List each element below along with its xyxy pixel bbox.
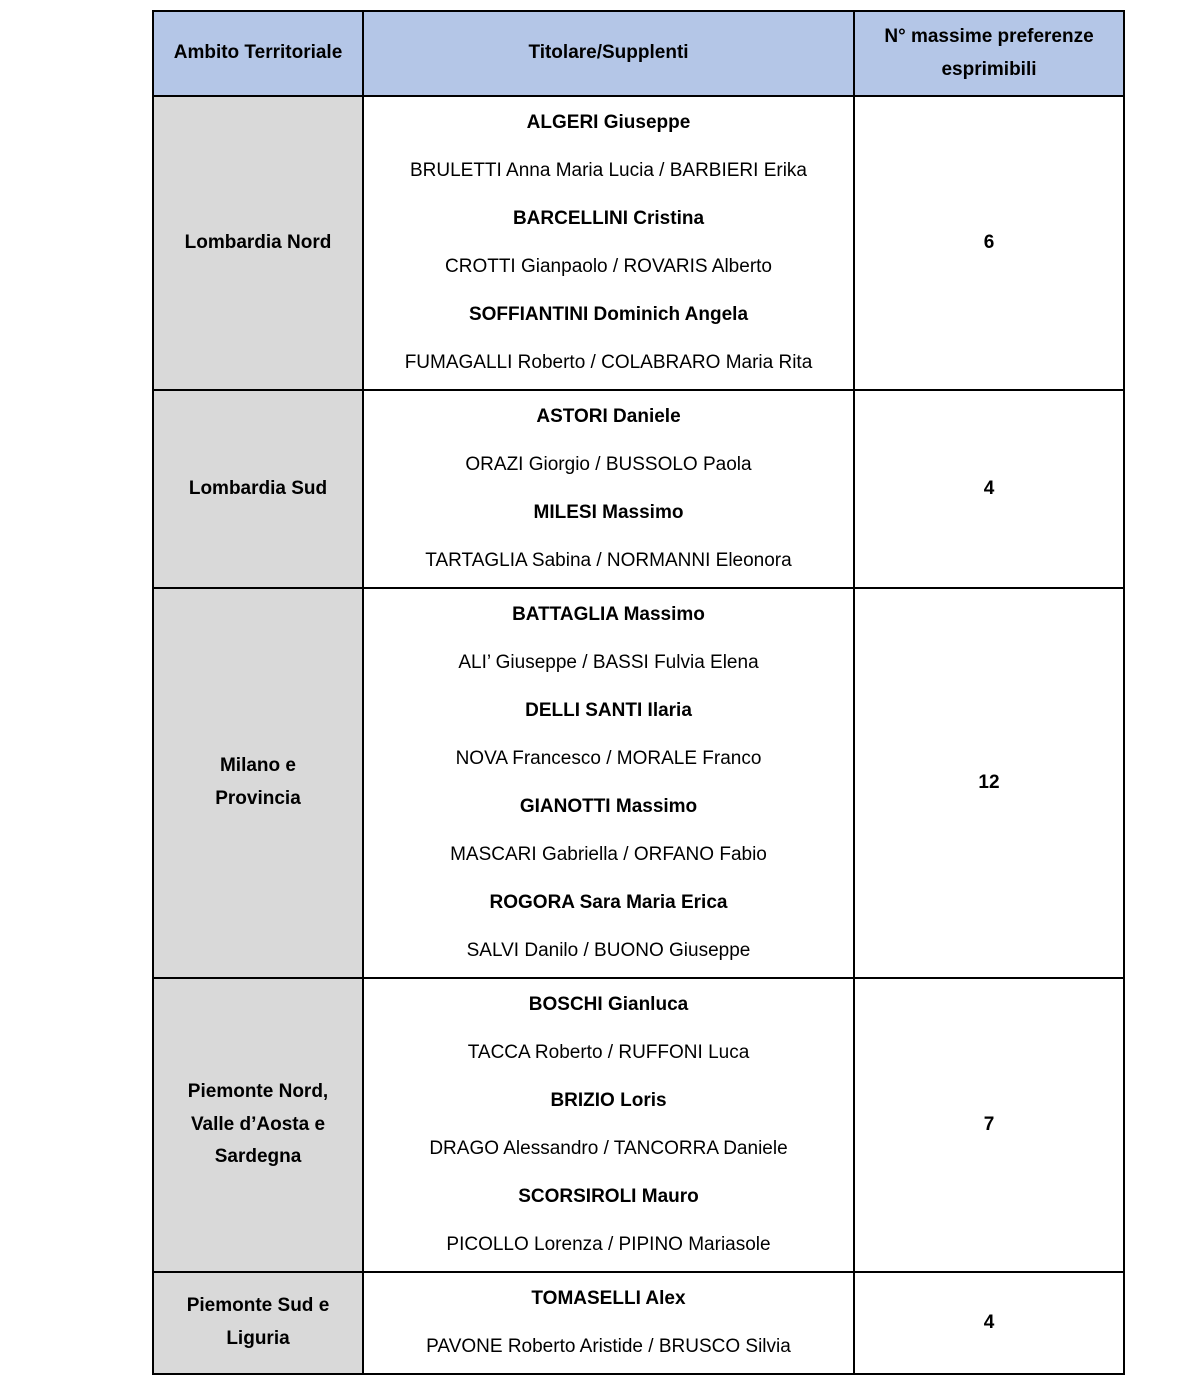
candidate-line-titolare: MILESI Massimo xyxy=(533,502,684,523)
candidate-line-titolare: SCORSIROLI Mauro xyxy=(518,1186,699,1207)
candidates-cell xyxy=(363,1272,854,1374)
table-row xyxy=(153,96,1124,390)
candidate-line-titolare: BOSCHI Gianluca xyxy=(528,994,689,1015)
candidate-line-supplenti: FUMAGALLI Roberto / COLABRARO Maria Rita xyxy=(404,352,813,373)
table-row xyxy=(153,390,1124,588)
candidate-line-titolare: TOMASELLI Alex xyxy=(531,1288,686,1309)
candidate-line-titolare: GIANOTTI Massimo xyxy=(519,796,698,817)
table-row xyxy=(153,1272,1124,1374)
candidate-line-titolare: BATTAGLIA Massimo xyxy=(512,604,705,625)
candidate-line-supplenti: SALVI Danilo / BUONO Giuseppe xyxy=(466,940,751,961)
candidate-line-supplenti: MASCARI Gabriella / ORFANO Fabio xyxy=(450,844,767,865)
candidate-line-supplenti: ORAZI Giorgio / BUSSOLO Paola xyxy=(465,454,752,475)
territory-cell: Lombardia Nord xyxy=(153,96,363,390)
max-preferences-cell: 4 xyxy=(854,390,1124,588)
territory-cell: Piemonte Sud e Liguria xyxy=(153,1272,363,1374)
max-preferences-cell: 4 xyxy=(854,1272,1124,1374)
candidate-line-titolare: ASTORI Daniele xyxy=(536,406,681,427)
candidate-line-titolare: SOFFIANTINI Dominich Angela xyxy=(468,304,749,325)
candidate-line-titolare: ROGORA Sara Maria Erica xyxy=(489,892,728,913)
table-row xyxy=(153,588,1124,978)
candidate-line-supplenti: PAVONE Roberto Aristide / BRUSCO Silvia xyxy=(426,1336,791,1357)
candidate-line-titolare: ALGERI Giuseppe xyxy=(526,112,691,133)
candidates-cell xyxy=(363,96,854,390)
candidate-line-titolare: DELLI SANTI Ilaria xyxy=(525,700,692,721)
territory-cell: Piemonte Nord, Valle d’Aosta e Sardegna xyxy=(153,978,363,1272)
candidate-line-supplenti: NOVA Francesco / MORALE Franco xyxy=(455,748,762,769)
candidate-line-supplenti: CROTTI Gianpaolo / ROVARIS Alberto xyxy=(445,256,772,277)
max-preferences-cell: 7 xyxy=(854,978,1124,1272)
max-preferences-cell: 6 xyxy=(854,96,1124,390)
table-row xyxy=(153,978,1124,1272)
candidate-line-supplenti: TACCA Roberto / RUFFONI Luca xyxy=(467,1042,750,1063)
candidate-line-supplenti: BRULETTI Anna Maria Lucia / BARBIERI Erika xyxy=(409,160,808,181)
header-max-preferenze: N° massime preferenze esprimibili xyxy=(854,11,1124,96)
header-row xyxy=(153,11,1124,96)
candidate-line-supplenti: DRAGO Alessandro / TANCORRA Daniele xyxy=(429,1138,788,1159)
preferences-table xyxy=(152,10,1125,1375)
territory-cell: Lombardia Sud xyxy=(153,390,363,588)
candidate-line-titolare: BARCELLINI Cristina xyxy=(512,208,705,229)
candidates-cell xyxy=(363,978,854,1272)
candidates-cell xyxy=(363,390,854,588)
table-header xyxy=(153,11,1124,96)
candidates-cell xyxy=(363,588,854,978)
header-ambito-territoriale: Ambito Territoriale xyxy=(153,11,363,96)
header-titolare-supplenti: Titolare/Supplenti xyxy=(363,11,854,96)
table-body xyxy=(153,96,1124,1374)
candidate-line-titolare: BRIZIO Loris xyxy=(550,1090,667,1111)
candidate-line-supplenti: ALI’ Giuseppe / BASSI Fulvia Elena xyxy=(458,652,759,673)
candidate-line-supplenti: TARTAGLIA Sabina / NORMANNI Eleonora xyxy=(425,550,792,571)
candidate-line-supplenti: PICOLLO Lorenza / PIPINO Mariasole xyxy=(446,1234,771,1255)
territory-cell: Milano e Provincia xyxy=(153,588,363,978)
max-preferences-cell: 12 xyxy=(854,588,1124,978)
